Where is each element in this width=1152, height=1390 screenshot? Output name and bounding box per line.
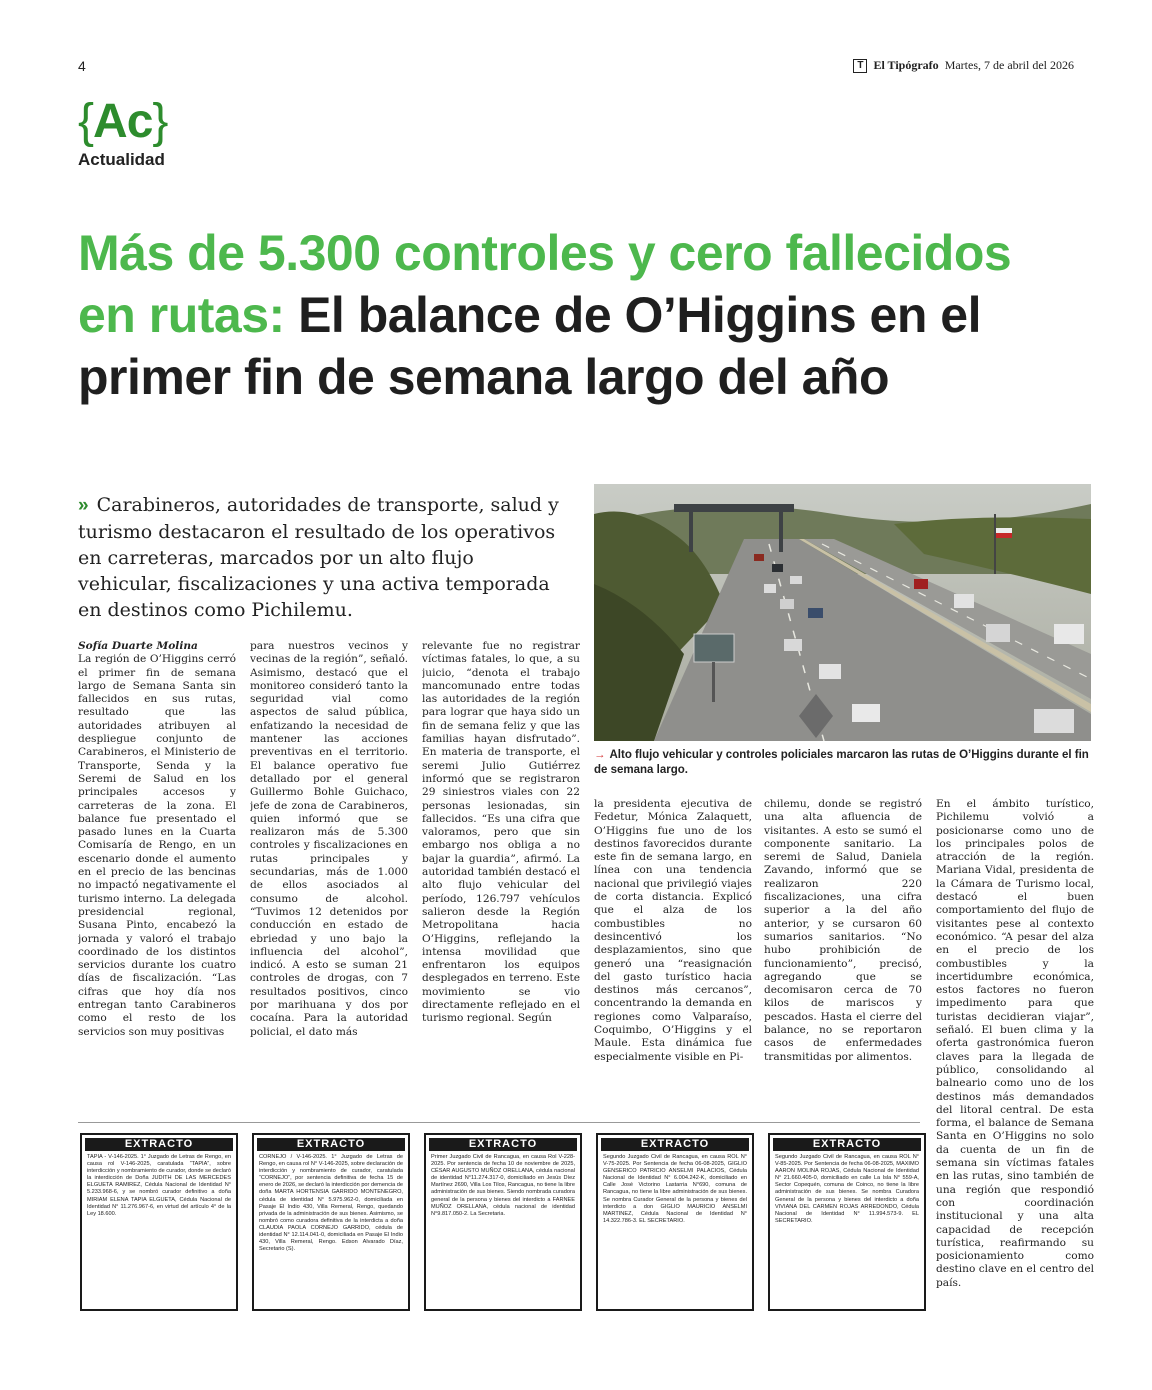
legal-notice [252, 1133, 410, 1311]
column-text: chilemu, donde se registró una alta afluencia de visitantes. A esto se sumó el componente sanitario. La seremi de Salud, Daniela Zavando, informó que se realizaron 220 fiscalizaciones, una cifra superior a la del año anterior, y se cursaron 60 sumarios sanitarios. “No hubo prohibición de funcionamiento”, precisó, agregando que se decomisaron cerca de 70 kilos de mariscos y pescados. Hasta el cierre del balance, no se reportaron casos de enfermedades transmitidas por alimentos. [764, 798, 922, 1063]
caption-text: Alto flujo vehicular y controles policiales marcaron las rutas de O’Higgins durante el fin de semana largo. [594, 749, 1089, 776]
article-column-2 [250, 640, 408, 1120]
notice-title: EXTRACTO [85, 1138, 233, 1151]
legal-notice [80, 1133, 238, 1311]
page-number: 4 [78, 58, 86, 74]
headline-highlight: Más de 5.300 controles y cero fallecidos en rutas: [78, 225, 1012, 343]
notice-title: EXTRACTO [601, 1138, 749, 1151]
article-column-4 [594, 798, 752, 1118]
notice-title: EXTRACTO [773, 1138, 921, 1151]
article-headline [78, 222, 1078, 408]
highway-photo [594, 484, 1091, 741]
caption-arrow-icon: → [594, 749, 606, 761]
column-text: La región de O’Higgins cerró el primer fin de semana largo de Semana Santa sin fallecidos en sus rutas, resultado que las autoridades atribuyen al despliegue conjunto de Carabineros, el Ministerio de Transporte, Senda y la Seremi de Salud en los principales accesos y carreteras de la zona. El balance fue presentado el pasado lunes en la Cuarta Comisaría de Rengo, en un escenario donde el aumento en el precio de las bencinas no impactó negativamente el turismo interno. La delegada presidencial regional, Susana Pinto, encabezó la jornada y valoró el trabajo coordinado de los distintos servicios durante los cuatro días de fiscalización. “Las cifras que hoy día nos entregan tanto Carabineros como el resto de los servicios son muy positivas [78, 653, 236, 1038]
notice-title: EXTRACTO [257, 1138, 405, 1151]
lead-text: Carabineros, autoridades de transporte, salud y turismo destacaron el resultado de los operativos en carreteras, marcados por un alto flujo vehicular, fiscalizaciones y una activa temporada en destinos como Pichilemu. [78, 494, 559, 621]
article-photo [594, 484, 1091, 741]
masthead [853, 58, 1074, 73]
newspaper-logo-icon: T [853, 59, 867, 73]
brace-close: } [152, 95, 168, 148]
notice-body: CORNEJO / V-146-2025. 1° Juzgado de Letras de Rengo, en causa rol N° V-146-2025, sobre declaración de interdicción y nombramiento de curador, caratulada “CORNEJO”, por sentencia definitiva de fecha 15 de enero de 2026, se declaró la interdicción por demencia de doña MARTA HORTENSIA GARRIDO MONTENEGRO, cédula de identidad N° 5.975.962-0, domiciliada en Pasaje El Indio 430, Villa Remeral, Rengo, quedando privada de la administración de sus bienes. Asimismo, se nombró como curadora definitiva de la interdicta a doña CLAUDIA PAOLA CORNEJO GARRIDO, cédula de identidad N° 12.114.041-0, domiciliada en Pasaje El Indio 430, Villa Remeral, Rengo. Edson Alvarado Díaz, Secretario (S). [259, 1154, 403, 1253]
notice-body: Segundo Juzgado Civil de Rancagua, en causa ROL N° V-85-2025. Por Sentencia de fecha 06-08-2025, MAXIMO AARON MOLINA ROJAS, Cédula Nacional de Identidad N° 21.660.405-0, domiciliado en calle La Isla N° 559-A, Sector Copequén, comuna de Coinco, no tiene la libre administración de sus bienes. Se nombra Curadora General de la persona y bienes del interdicto a doña VIVIANA DEL CARMEN ROJAS ARREDONDO, Cédula Nacional de Identidad N° 11.994.573-9. EL SECRETARIO. [775, 1154, 919, 1224]
headline-rest: El balance de O’Higgins en el primer fin de semana largo del año [78, 287, 981, 405]
brace-open: { [78, 95, 94, 148]
notice-body: Segundo Juzgado Civil de Rancagua, en causa ROL N° V-75-2025. Por Sentencia de fecha 06-08-2025, GIGLIO GENSERICO PATRICIO ANSELMI PALACIOS, Cédula Nacional de Identidad N° 6.004.242-K, domiciliado en Calle José Victorino Lastarria N°690, comuna de Rancagua, no tiene la libre administración de sus bienes. Se nombra Curador General de la persona y bienes del interdicto a don GIGLIO MAURICIO ANSELMI MARTINEZ, Cédula Nacional de Identidad N° 14.322.786-3. EL SECRETARIO. [603, 1154, 747, 1224]
column-text: la presidenta ejecutiva de Fedetur, Mónica Zalaquett, O’Higgins fue uno de los destinos favorecidos durante este fin de semana largo, en línea con una tendencia nacional que privilegió viajes de corta distancia. Explicó que el alza de los combustibles no desincentivó los desplazamientos, sino que generó una “reasignación del gasto turístico hacia destinos más cercanos”, concentrando la demanda en regiones como Valparaíso, Coquimbo, O’Higgins y el Maule. Esta dinámica fue especialmente visible en Pi- [594, 798, 752, 1063]
column-text: En el ámbito turístico, Pichilemu volvió a posicionarse como uno de los principales polos de atracción de la región. Mariana Vidal, presidenta de la Cámara de Turismo local, destacó el buen comportamiento del flujo de visitantes pese al contexto económico. “A pesar del alza en el precio de los combustibles y la incertidumbre económica, estos factores no fueron impedimento para que turistas decidieran viajar”, señaló. El buen clima y la oferta gastronómica fueron claves para la llegada de público, consolidando al balneario como uno de los destinos más demandados del litoral central. De esta forma, el balance de Semana Santa en O’Higgins no solo da cuenta de un fin de semana sin víctimas fatales en las rutas, sino también de una región que respondió con coordinación institucional y una alta capacidad de recepción turística, reafirmando su posicionamiento como destino clave en el centro del país. [936, 798, 1094, 1289]
article-lead [78, 492, 568, 623]
issue-date: Martes, 7 de abril del 2026 [944, 58, 1074, 72]
section-code [78, 95, 168, 148]
section-tag [78, 95, 168, 170]
article-column-6 [936, 798, 1094, 1308]
photo-caption [594, 748, 1091, 778]
article-column-3 [422, 640, 580, 1120]
section-divider [78, 1122, 920, 1123]
byline: Sofía Duarte Molina [78, 640, 198, 652]
column-text: relevante fue no registrar víctimas fatales, lo que, a su juicio, “denota el trabajo mancomunado entre todas las autoridades de la región para lograr que haya sido un fin de semana feliz y que las familias hayan disfrutado”. En materia de transporte, el seremi Julio Gutiérrez informó que se registraron 29 siniestros viales con 22 personas lesionadas, sin fallecidos. “Es una cifra que valoramos, pero que sin embargo nos obliga a no bajar la guardia”, afirmó. La autoridad también destacó el alto flujo vehicular del período, 126.797 vehículos salieron desde la Región Metropolitana hacia O’Higgins, reflejando la intensa movilidad que enfrentaron los equipos desplegados en terreno. Este movimiento se vio directamente reflejado en el turismo regional. Según [422, 640, 580, 1025]
notice-body: Primer Juzgado Civil de Rancagua, en causa Rol V-228-2025. Por sentencia de fecha 10 de noviembre de 2025, CÉSAR AUGUSTO MUÑOZ ORELLANA, cédula nacional de identidad N°11.274.317-0, domiciliado en Jesús Díez Martínez 2690, Villa Los Tilos, Rancagua, no tiene la libre administración de sus bienes. Siendo nombrada curadora general de la persona y bienes del interdicto a FARNEE MUÑOZ ORELLANA, cédula nacional de identidad N°9.817.050-2. La Secretaria. [431, 1154, 575, 1217]
notice-title: EXTRACTO [429, 1138, 577, 1151]
lead-marker-icon: » [78, 495, 89, 516]
section-name: Actualidad [78, 150, 165, 169]
newspaper-name: El Tipógrafo [873, 58, 939, 72]
column-text: para nuestros vecinos y vecinas de la región”, señaló. Asimismo, destacó que el monitoreo consideró tanto la seguridad vial como aspectos de salud pública, enfatizando la necesidad de mantener las acciones preventivas en el territorio. El balance operativo fue detallado por el general Guillermo Bohle Guichaco, jefe de zona de Carabineros, quien informó que se realizaron más de 5.300 controles y fiscalizaciones en rutas principales y secundarias, más de 1.000 de ellos asociados al consumo de alcohol. “Tuvimos 12 detenidos por conducción en estado de ebriedad y uno bajo la influencia del alcohol”, indicó. A esto se suman 21 controles de drogas, con 7 resultados positivos, cinco por marihuana y dos por cocaína. Para la autoridad policial, el dato más [250, 640, 408, 1038]
article-column-1 [78, 640, 236, 1120]
legal-notice [596, 1133, 754, 1311]
notice-body: TAPIA - V-146-2025. 1° Juzgado de Letras de Rengo, en causa rol V-146-2025, caratulada “TAPIA”, sobre interdicción y nombramiento de curador, donde se declaró la interdicción de Doña JUDITH DE LAS MERCEDES ELGUETA RAMIREZ, Cédula Nacional de Identidad N° 5.233.968-6, y se nombró curador definitivo a doña MIRIAM ELENA TAPIA ELGUETA, Cédula Nacional de Identidad N° 11.276.967-6, en virtud del artículo 4° de la Ley 18.600. [87, 1154, 231, 1217]
legal-notice [424, 1133, 582, 1311]
section-letters: Ac [93, 95, 153, 148]
legal-notice [768, 1133, 926, 1311]
article-column-5 [764, 798, 922, 1118]
